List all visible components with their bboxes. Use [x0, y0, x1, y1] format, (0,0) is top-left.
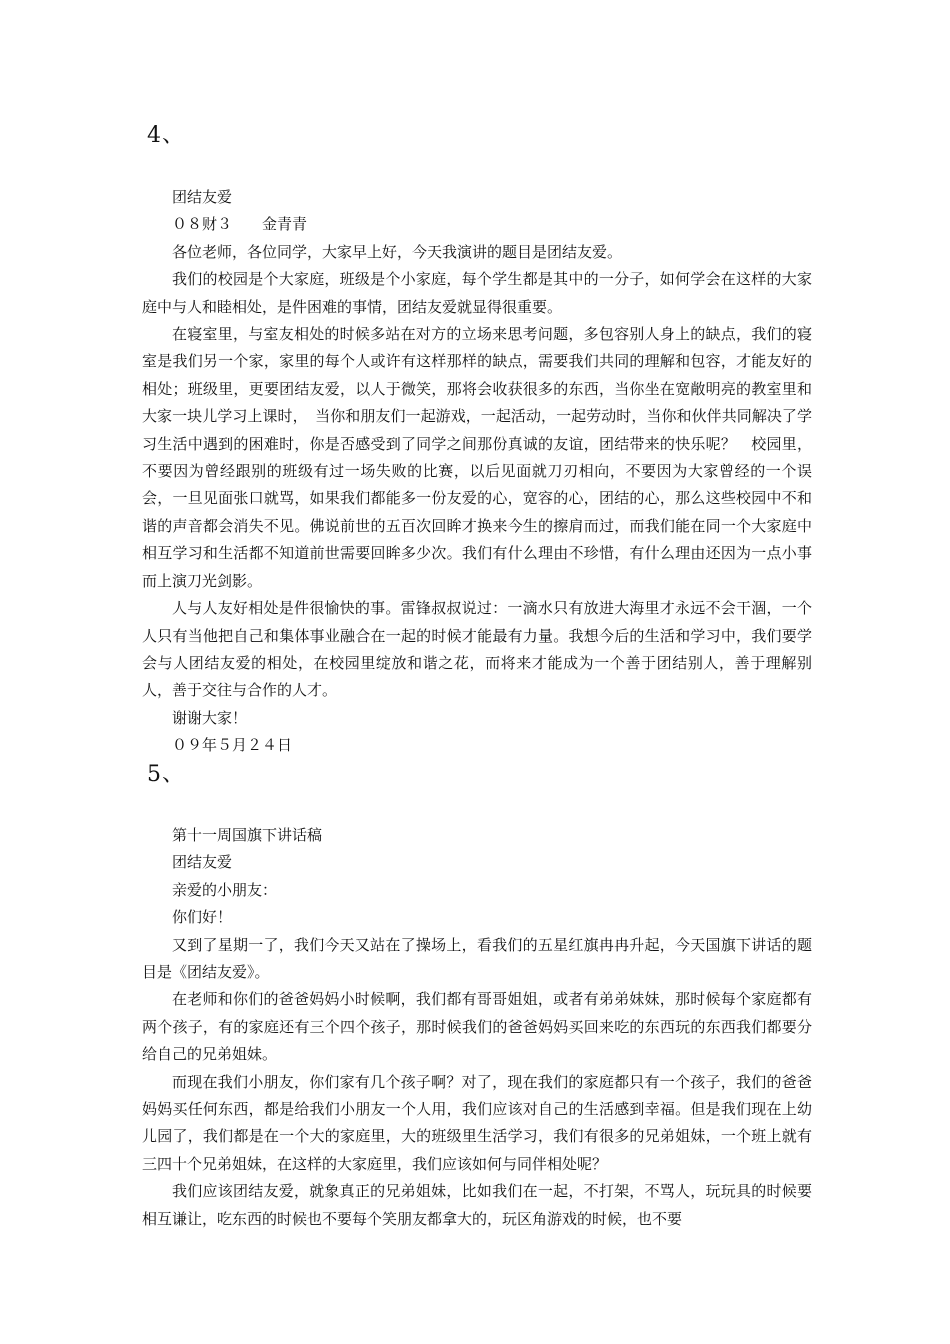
paragraph: 又到了星期一了，我们今天又站在了操场上，看我们的五星红旗冉冉升起，今天国旗下讲话的题目是《团结友爱》。 [142, 935, 812, 982]
section-number: 4、 [147, 123, 185, 148]
author-line: ０８财３ 金青青 [172, 215, 308, 234]
speech-title: 团结友爱 [172, 188, 233, 206]
speech-title: 团结友爱 [172, 853, 233, 872]
paragraph: 我们的校园是个大家庭，班级是个小家庭，每个学生都是其中的一分子，如何学会在这样的大家庭中与人和睦相处，是件困难的事情，团结友爱就显得很重要。 [142, 270, 812, 316]
section-body [142, 822, 812, 1233]
speech-heading: 第十一周国旗下讲话稿 [172, 826, 323, 844]
section-body [142, 184, 812, 760]
salutation: 亲爱的小朋友： [172, 880, 278, 899]
paragraph: 在寝室里，与室友相处的时候多站在对方的立场来思考问题，多包容别人身上的缺点，我们的寝室是我们另一个家，家里的每个人或许有这样那样的缺点，需要我们共同的理解和包容，才能友好的相处；班级里，更要团结友爱，以人于微笑，那将会收获很多的东西，当你坐在宽敞明亮的教室里和大家一块儿学习上课时， 当你和朋友们一起游戏，一起活动，一起劳动时，当你和伙伴共同解决了学习生活中遇到的困难时，你是否感受到了同学之间那份真诚的友谊，团结带来的快乐呢？ 校园里，不要因为曾经跟别的班级有过一场失败的比赛，以后见面就刀刃相向，不要因为大家曾经的一个误会，一旦见面张口就骂，如果我们都能多一份友爱的心，宽容的心，团结的心，那么这些校园中不和谐的声音都会消失不见。佛说前世的五百次回眸才换来今生的擦肩而过，而我们能在同一个大家庭中相互学习和生活都不知道前世需要回眸多少次。我们有什么理由不珍惜，有什么理由还因为一点小事而上演刀光剑影。 [142, 325, 812, 590]
paragraph: 人与人友好相处是件很愉快的事。雷锋叔叔说过：一滴水只有放进大海里才永远不会干涸，一个人只有当他把自己和集体事业融合在一起的时候才能最有力量。我想今后的生活和学习中，我们要学会与人团结友爱的相处，在校园里绽放和谐之花，而将来才能成为一个善于团结别人，善于理解别人，善于交往与合作的人才。 [142, 599, 812, 700]
paragraph: 我们应该团结友爱，就象真正的兄弟姐妹，比如我们在一起，不打架，不骂人，玩玩具的时候要相互谦让，吃东西的时候也不要每个笑朋友都拿大的，玩区角游戏的时候，也不要 [142, 1182, 812, 1228]
paragraph: 而现在我们小朋友，你们家有几个孩子啊？对了，现在我们的家庭都只有一个孩子，我们的爸爸妈妈买任何东西，都是给我们小朋友一个人用，我们应该对自己的生活感到幸福。但是我们现在上幼儿园了，我们都是在一个大的家庭里，大的班级里生活学习，我们有很多的兄弟姐妹，一个班上就有三四十个兄弟姐妹，在这样的大家庭里，我们应该如何与同伴相处呢？ [142, 1072, 812, 1173]
section-number: 5、 [147, 762, 185, 787]
date-line: ０９年５月２４日 [172, 736, 293, 755]
closing-line: 谢谢大家！ [172, 708, 248, 727]
paragraph: 各位老师，各位同学，大家早上好，今天我演讲的题目是团结友爱。 [172, 242, 623, 261]
paragraph: 在老师和你们的爸爸妈妈小时候啊，我们都有哥哥姐姐，或者有弟弟妹妹，那时候每个家庭都有两个孩子，有的家庭还有三个四个孩子，那时候我们的爸爸妈妈买回来吃的东西玩的东西我们都要分给自己的兄弟姐妹。 [142, 990, 812, 1064]
greeting: 你们好！ [172, 908, 233, 927]
